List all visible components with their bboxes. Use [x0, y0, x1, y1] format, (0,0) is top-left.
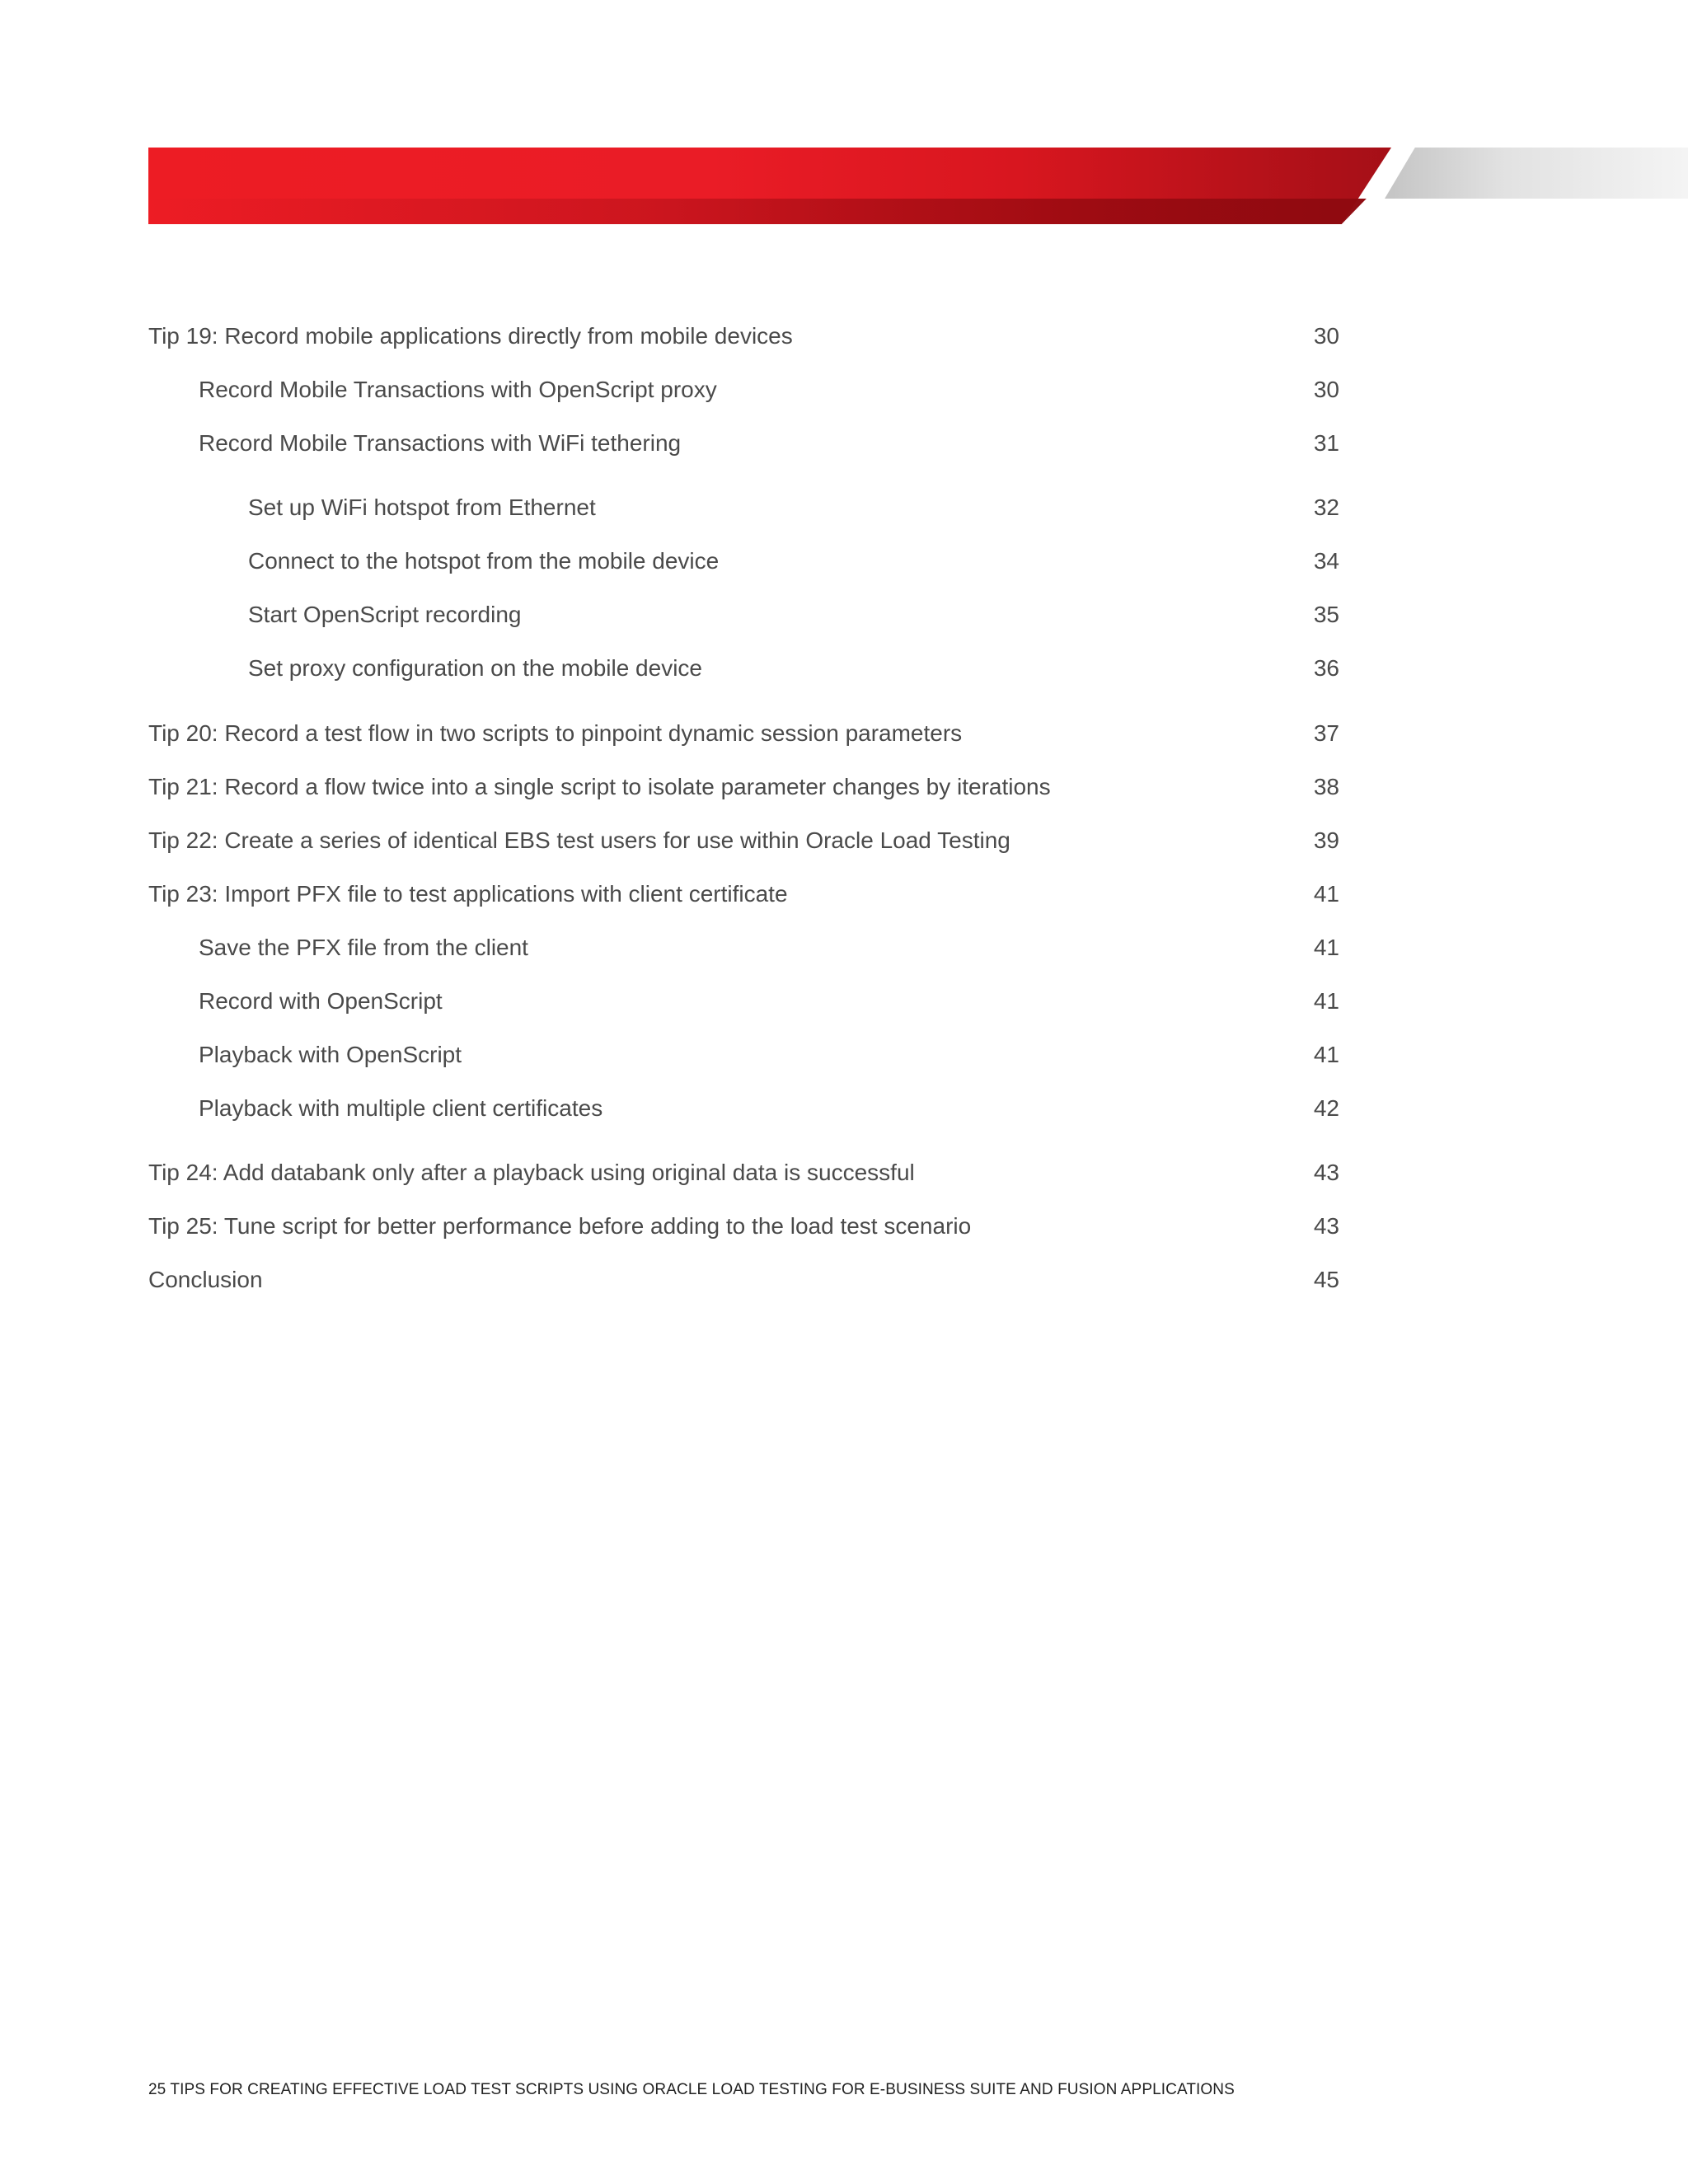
- toc-entry-playback-multiple-certs[interactable]: [148, 1090, 1339, 1127]
- toc-entry-tip-23[interactable]: [148, 876, 1339, 912]
- toc-entry-page: 43: [1313, 1160, 1339, 1185]
- toc-entry-tip-19[interactable]: [148, 318, 1339, 354]
- toc-entry-label: Tip 25: Tune script for better performance before adding to the load test scenario: [148, 1213, 972, 1239]
- toc-entry-label: Tip 23: Import PFX file to test applications with client certificate: [148, 881, 788, 907]
- toc-entry-label: Tip 22: Create a series of identical EBS test users for use within Oracle Load Testing: [148, 827, 1010, 853]
- toc-entry-page: 34: [1313, 548, 1339, 574]
- toc-entry-label: Playback with OpenScript: [199, 1042, 462, 1067]
- toc-entry-record-mobile-wifi[interactable]: [148, 425, 1339, 462]
- toc-entry-label: Save the PFX file from the client: [199, 935, 528, 960]
- toc-entry-label: Tip 20: Record a test flow in two scripts to pinpoint dynamic session parameters: [148, 720, 963, 746]
- toc-entry-page: 37: [1313, 720, 1339, 746]
- toc-entry-tip-25[interactable]: [148, 1208, 1339, 1244]
- toc-entry-page: 41: [1313, 1042, 1339, 1067]
- toc-entry-wifi-hotspot[interactable]: [148, 490, 1339, 526]
- page-footer: 25 TIPS FOR CREATING EFFECTIVE LOAD TEST SCRIPTS USING ORACLE LOAD TESTING FOR E-BUSINESS SUITE AND FUSION APPLICATIONS: [148, 2081, 1235, 2098]
- toc-entry-label: Tip 24: Add databank only after a playback using original data is successful: [148, 1160, 915, 1185]
- toc-entry-page: 39: [1313, 827, 1339, 853]
- toc-entry-page: 38: [1313, 774, 1339, 799]
- toc-entry-label: Tip 21: Record a flow twice into a single script to isolate parameter changes by iterations: [148, 774, 1051, 799]
- toc-entry-page: 41: [1313, 935, 1339, 960]
- toc-entry-label: Start OpenScript recording: [248, 602, 522, 627]
- toc-entry-record-openscript[interactable]: [148, 983, 1339, 1019]
- toc-entry-tip-24[interactable]: [148, 1155, 1339, 1191]
- toc-entry-page: 32: [1313, 494, 1339, 520]
- toc-entry-start-recording[interactable]: [148, 597, 1339, 633]
- toc-entry-proxy-config[interactable]: [148, 650, 1339, 687]
- toc-entry-label: Playback with multiple client certificates: [199, 1095, 603, 1121]
- toc-entry-tip-20[interactable]: [148, 715, 1339, 752]
- toc-entry-label: Record Mobile Transactions with OpenScript proxy: [199, 377, 717, 402]
- toc-entry-save-pfx[interactable]: [148, 930, 1339, 966]
- toc-entry-tip-21[interactable]: [148, 769, 1339, 805]
- toc-entry-page: 35: [1313, 602, 1339, 627]
- toc-entry-connect-hotspot[interactable]: [148, 543, 1339, 579]
- toc-entry-page: 36: [1313, 655, 1339, 681]
- toc-entry-page: 41: [1313, 988, 1339, 1014]
- toc-entry-label: Connect to the hotspot from the mobile device: [248, 548, 720, 574]
- toc-entry-page: 42: [1313, 1095, 1339, 1121]
- header-banner-grey-accent: [1385, 148, 1688, 199]
- toc-entry-label: Tip 19: Record mobile applications directly from mobile devices: [148, 323, 793, 349]
- toc-entry-label: Set up WiFi hotspot from Ethernet: [248, 494, 596, 520]
- toc-entry-label: Set proxy configuration on the mobile device: [248, 655, 702, 681]
- toc-entry-label: Conclusion: [148, 1267, 263, 1292]
- toc-entry-page: 43: [1313, 1213, 1339, 1239]
- toc-entry-page: 41: [1313, 881, 1339, 907]
- toc-entry-page: 30: [1313, 377, 1339, 402]
- toc-entry-playback-openscript[interactable]: [148, 1037, 1339, 1073]
- toc-entry-record-mobile-proxy[interactable]: [148, 372, 1339, 408]
- table-of-contents: [148, 0, 1339, 1401]
- toc-entry-conclusion[interactable]: [148, 1262, 1339, 1298]
- toc-entry-page: 45: [1313, 1267, 1339, 1292]
- toc-entry-page: 31: [1313, 430, 1339, 456]
- toc-entry-label: Record with OpenScript: [199, 988, 443, 1014]
- toc-entry-tip-22[interactable]: [148, 823, 1339, 859]
- toc-entry-page: 30: [1313, 323, 1339, 349]
- toc-entry-label: Record Mobile Transactions with WiFi tethering: [199, 430, 682, 456]
